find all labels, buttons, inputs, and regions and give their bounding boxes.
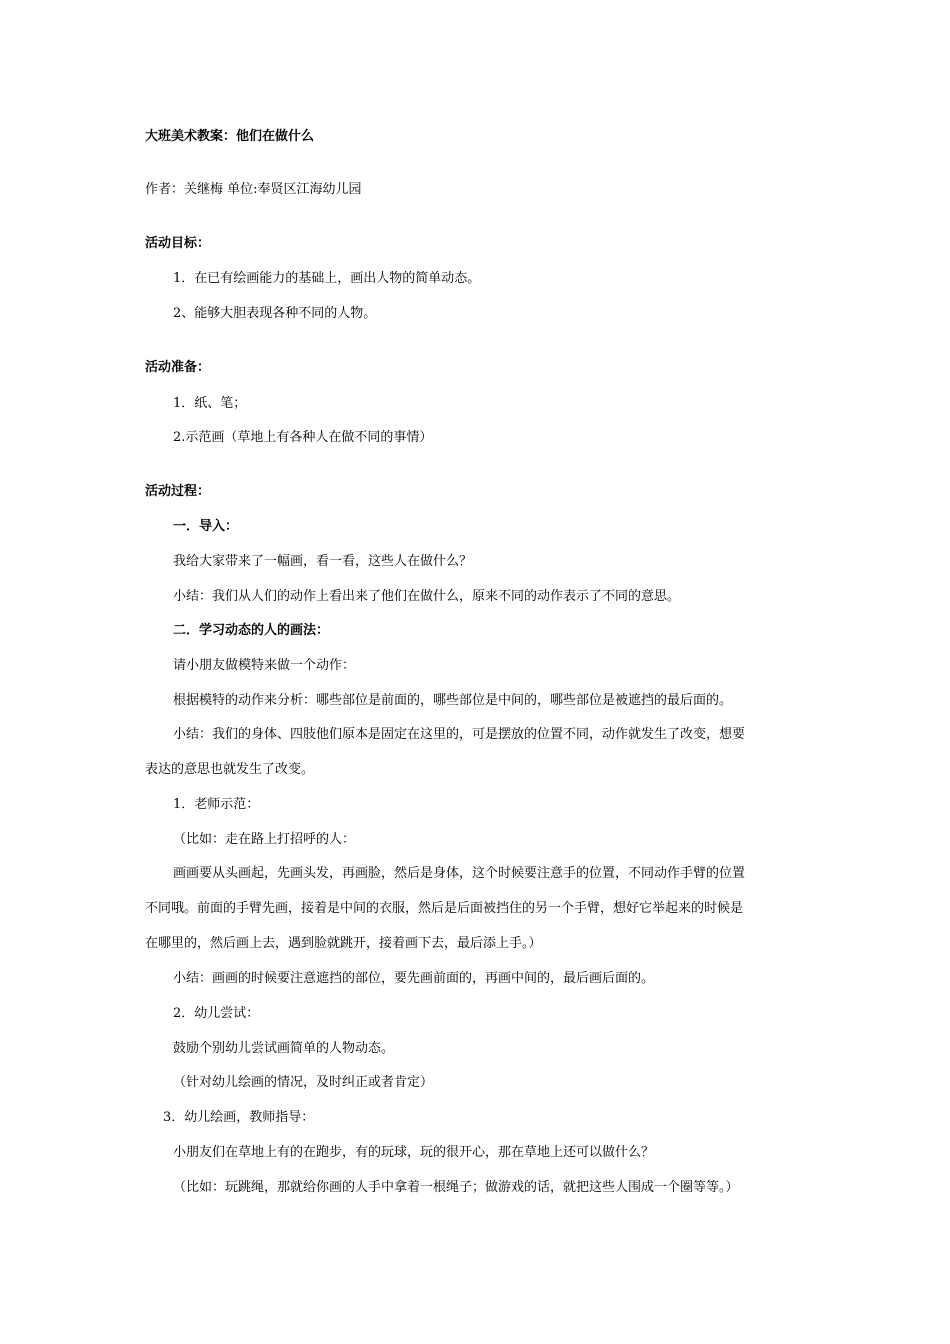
part1-line-2: 小结：我们从人们的动作上看出来了他们在做什么，原来不同的动作表示了不同的意思。 <box>173 589 681 604</box>
document-title: 大班美术教案：他们在做什么 <box>145 129 315 144</box>
part2-heading: 二．学习动态的人的画法： <box>173 623 330 638</box>
step1-heading: 1．老师示范： <box>173 797 260 812</box>
step1-line-1: （比如：走在路上打招呼的人： <box>173 832 356 847</box>
part2-line-4: 表达的意思也就发生了改变。 <box>145 762 315 777</box>
preparation-heading: 活动准备： <box>145 360 211 375</box>
preparation-item-2: 2.示范画（草地上有各种人在做不同的事情） <box>173 430 433 445</box>
part2-line-3: 小结：我们的身体、四肢他们原本是固定在这里的，可是摆放的位置不同，动作就发生了改变，想要 <box>173 727 746 742</box>
step2-heading: 2．幼儿尝试： <box>173 1006 260 1021</box>
goal-item-1: 1．在已有绘画能力的基础上，画出人物的简单动态。 <box>173 271 481 286</box>
step3-line-1: 小朋友们在草地上有的在跑步，有的玩球，玩的很开心，那在草地上还可以做什么？ <box>173 1145 655 1160</box>
part1-heading: 一．导入： <box>173 519 239 534</box>
goal-item-2: 2、能够大胆表现各种不同的人物。 <box>173 306 377 321</box>
step2-line-1: 鼓励个别幼儿尝试画简单的人物动态。 <box>173 1041 395 1056</box>
part1-line-1: 我给大家带来了一幅画，看一看，这些人在做什么？ <box>173 554 473 569</box>
step3-line-2: （比如：玩跳绳，那就给你画的人手中拿着一根绳子；做游戏的话，就把这些人围成一个圈等等。） <box>173 1180 739 1195</box>
process-heading: 活动过程： <box>145 484 211 499</box>
step1-line-4: 在哪里的，然后画上去，遇到脸就跳开，接着画下去，最后添上手。） <box>145 936 542 951</box>
step2-line-2: （针对幼儿绘画的情况，及时纠正或者肯定） <box>173 1075 434 1090</box>
part2-line-2: 根据模特的动作来分析：哪些部位是前面的，哪些部位是中间的，哪些部位是被遮挡的最后面的。 <box>173 693 733 708</box>
step3-heading: 3．幼儿绘画，教师指导： <box>163 1110 315 1125</box>
step1-line-2: 画画要从头画起，先画头发，再画脸，然后是身体，这个时候要注意手的位置，不同动作手臂的位置 <box>173 866 746 881</box>
preparation-item-1: 1．纸、笔； <box>173 396 247 411</box>
part2-line-1: 请小朋友做模特来做一个动作： <box>173 658 356 673</box>
step1-line-3: 不同哦。前面的手臂先画，接着是中间的衣服，然后是后面被挡住的另一个手臂，想好它举起来的时候是 <box>145 901 744 916</box>
goals-heading: 活动目标： <box>145 236 211 251</box>
author-line: 作者：关继梅 单位:奉贤区江海幼儿园 <box>145 182 362 197</box>
step1-line-5: 小结：画画的时候要注意遮挡的部位，要先画前面的，再画中间的，最后画后面的。 <box>173 971 655 986</box>
